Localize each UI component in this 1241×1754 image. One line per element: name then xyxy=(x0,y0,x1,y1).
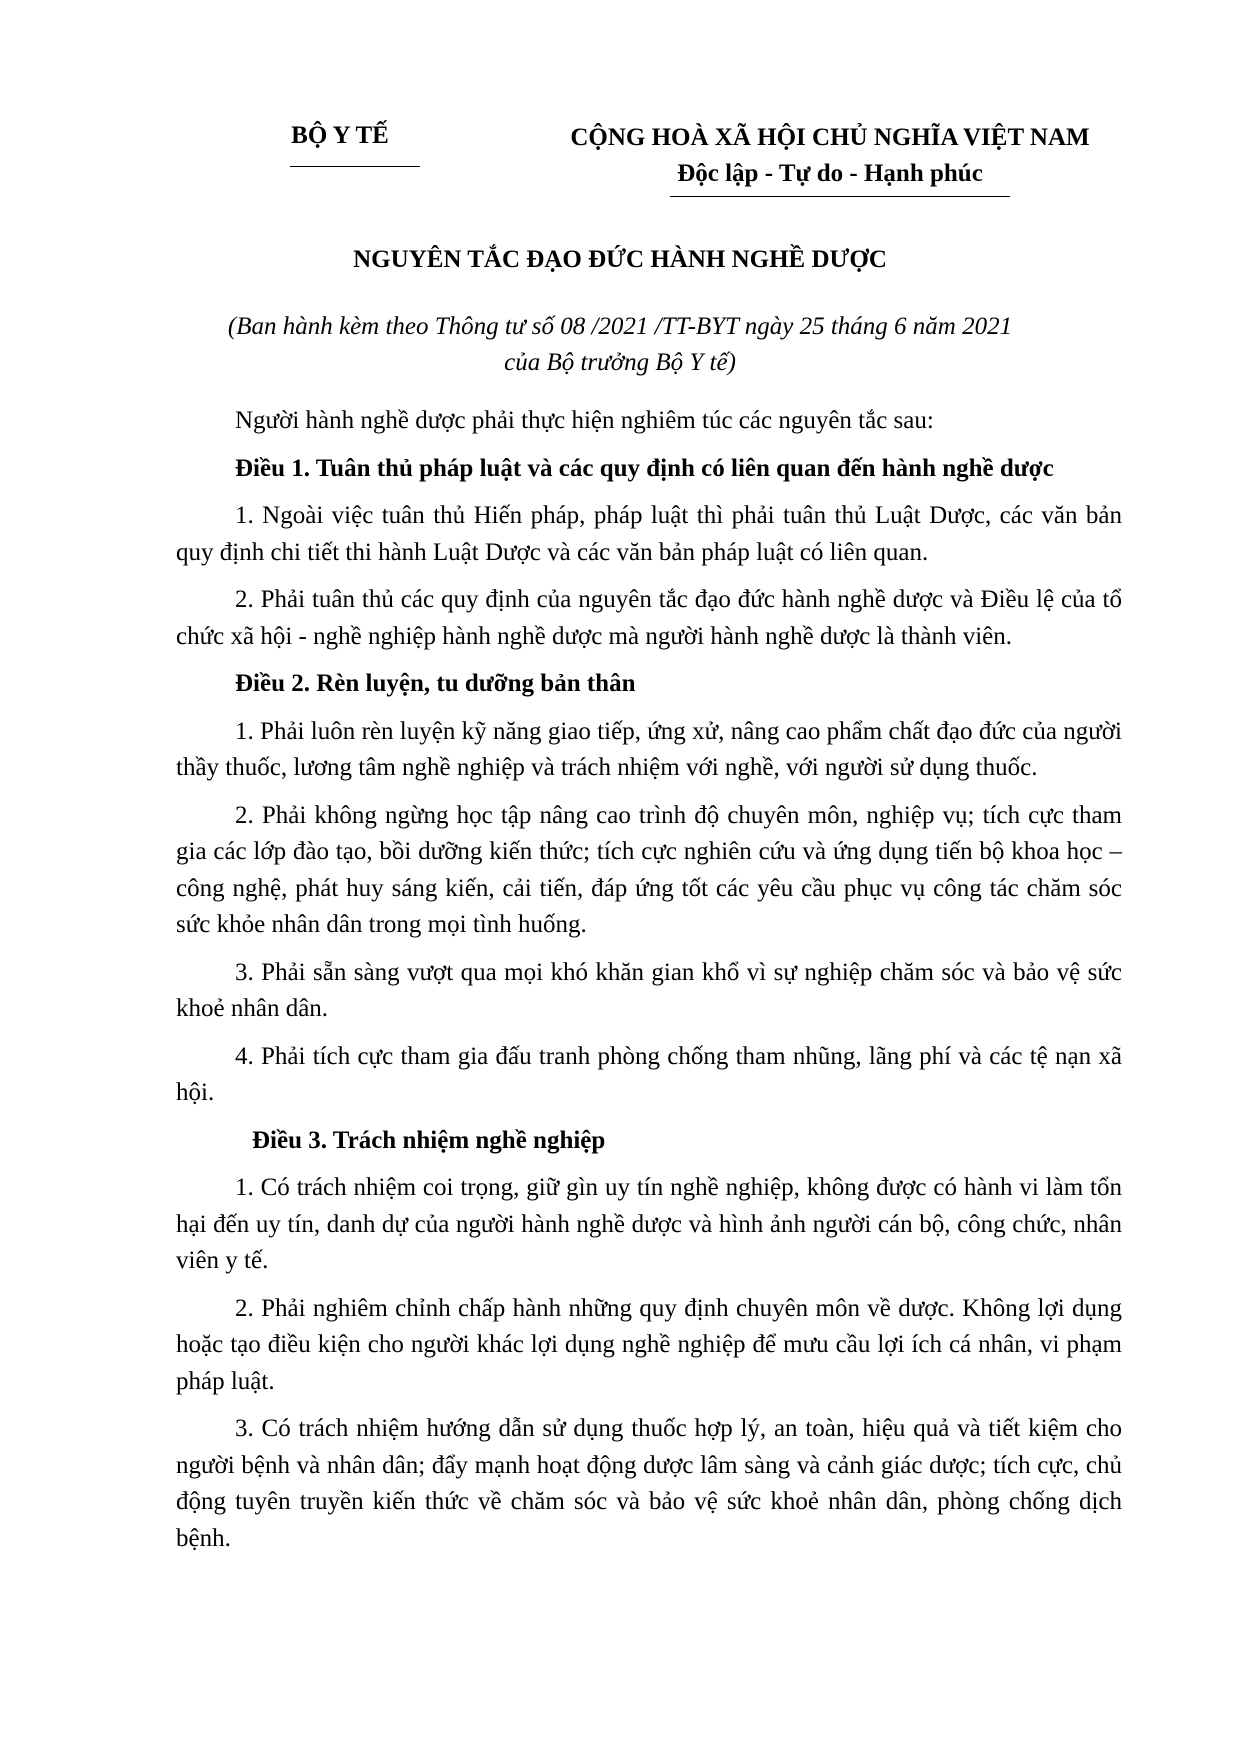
document-title: NGUYÊN TẮC ĐẠO ĐỨC HÀNH NGHỀ DƯỢC xyxy=(353,246,887,273)
article-3-clause-1: 1. Có trách nhiệm coi trọng, giữ gìn uy tín nghề nghiệp, không được có hành vi làm tổn hại đến uy tín, danh dự của người hành nghề dược và hình ảnh người cán bộ, công chức, nhân viên y tế. xyxy=(176,1174,1122,1274)
subtitle-line-2: của Bộ trưởng Bộ Y tế) xyxy=(504,349,736,376)
article-2-heading: Điều 2. Rèn luyện, tu dưỡng bản thân xyxy=(235,670,636,697)
article-2-clause-2: 2. Phải không ngừng học tập nâng cao trình độ chuyên môn, nghiệp vụ; tích cực tham gia các lớp đào tạo, bồi dưỡng kiến thức; tích cực nghiên cứu và ứng dụng tiến bộ khoa học – công nghệ, phát huy sáng kiến, cải tiến, đáp ứng tốt các yêu cầu phục vụ công tác chăm sóc sức khỏe nhân dân trong mọi tình huống. xyxy=(176,801,1122,938)
motto-underline xyxy=(670,196,1010,197)
article-1-heading: Điều 1. Tuân thủ pháp luật và các quy định có liên quan đến hành nghề dược xyxy=(235,454,1054,482)
country-name: CỘNG HOÀ XÃ HỘI CHỦ NGHĨA VIỆT NAM xyxy=(570,124,1090,151)
article-3-clause-2: 2. Phải nghiêm chỉnh chấp hành những quy định chuyên môn về dược. Không lợi dụng hoặc tạo điều kiện cho người khác lợi dụng nghề nghiệp để mưu cầu lợi ích cá nhân, vi phạm pháp luật. xyxy=(176,1294,1122,1395)
national-header xyxy=(520,120,1140,192)
document-body xyxy=(176,403,1122,1568)
intro-paragraph: Người hành nghề dược phải thực hiện nghiêm túc các nguyên tắc sau: xyxy=(235,407,934,434)
article-1-clause-1: 1. Ngoài việc tuân thủ Hiến pháp, pháp luật thì phải tuân thủ Luật Dược, các văn bản quy định chi tiết thi hành Luật Dược và các văn bản pháp luật có liên quan. xyxy=(176,502,1122,566)
article-2-clause-3: 3. Phải sẵn sàng vượt qua mọi khó khăn gian khổ vì sự nghiệp chăm sóc và bảo vệ sức khoẻ nhân dân. xyxy=(176,958,1122,1022)
ministry-name: BỘ Y TẾ xyxy=(291,122,389,149)
article-3-clause-3: 3. Có trách nhiệm hướng dẫn sử dụng thuốc hợp lý, an toàn, hiệu quả và tiết kiệm cho người bệnh và nhân dân; đẩy mạnh hoạt động dược lâm sàng và cảnh giác dược; tích cực, chủ động tuyên truyền kiến thức về chăm sóc và bảo vệ sức khoẻ nhân dân, phòng chống dịch bệnh. xyxy=(176,1415,1122,1552)
article-1-clause-2: 2. Phải tuân thủ các quy định của nguyên tắc đạo đức hành nghề dược và Điều lệ của tổ chức xã hội - nghề nghiệp hành nghề dược mà người hành nghề dược là thành viên. xyxy=(176,586,1122,650)
document-subtitle xyxy=(120,309,1120,381)
article-2-clause-4: 4. Phải tích cực tham gia đấu tranh phòng chống tham nhũng, lãng phí và các tệ nạn xã hội. xyxy=(176,1042,1122,1106)
subtitle-line-1: (Ban hành kèm theo Thông tư số 08 /2021 /TT-BYT ngày 25 tháng 6 năm 2021 xyxy=(227,313,1013,340)
article-2-clause-1: 1. Phải luôn rèn luyện kỹ năng giao tiếp, ứng xử, nâng cao phẩm chất đạo đức của người thầy thuốc, lương tâm nghề nghiệp và trách nhiệm với nghề, với người sử dụng thuốc. xyxy=(176,717,1122,781)
article-3-heading: Điều 3. Trách nhiệm nghề nghiệp xyxy=(252,1126,606,1154)
ministry-underline xyxy=(290,166,420,167)
national-motto: Độc lập - Tự do - Hạnh phúc xyxy=(677,160,983,187)
